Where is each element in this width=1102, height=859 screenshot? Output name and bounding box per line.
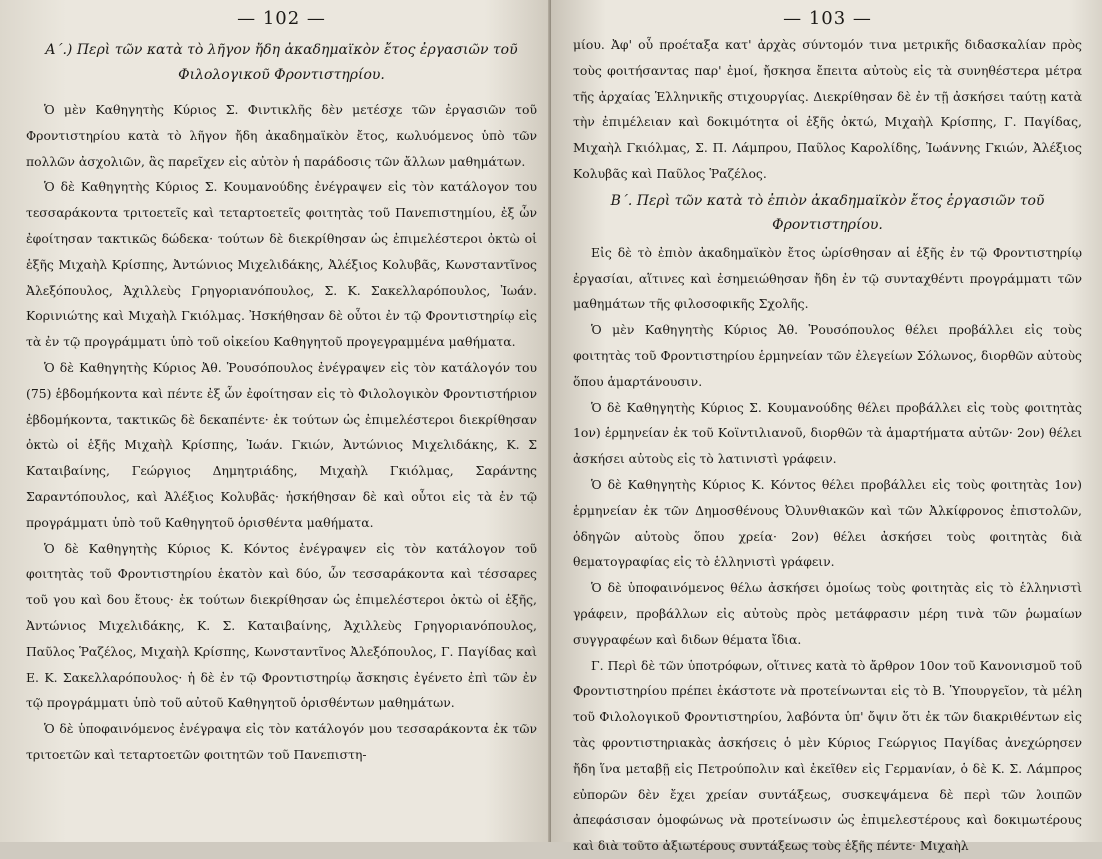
paragraph: Ὁ μὲν Καθηγητὴς Κύριος Σ. Φιντικλῆς δὲν μετέσχε τῶν ἐργασιῶν τοῦ Φροντιστηρίου κατὰ τὸ λῆγον ἤδη ἀκαδημαϊκὸν ἔτος, κωλυόμενος ὑπὸ τῶν πολλῶν ἀσχολιῶν, ἃς παρεῖχεν εἰς αὐτὸν ἡ παράδοσις τῶν ἄλλων μαθημάτων. — [26, 102, 537, 169]
paragraph: Ὁ μὲν Καθηγητὴς Κύριος Ἀθ. Ῥουσόπουλος θέλει προβάλλει εἰς τοὺς φοιτητὰς τοῦ Φροντιστηρίου ἑρμηνείαν τῶν ἐλεγείων Σόλωνος, διορθῶν αὐτοὺς ὅπου ἁμαρτάνουσιν. — [573, 322, 1082, 389]
page-number: — 103 — — [783, 8, 872, 29]
paragraph: Ὁ δὲ Καθηγητὴς Κύριος Σ. Κουμανούδης ἐνέγραψεν εἰς τὸν κατάλογον του τεσσαράκοντα τριτοετεῖς καὶ τεταρτοετεῖς φοιτητὰς τοῦ Πανεπιστημίου, ἐξ ὧν ἐφοίτησαν τακτικῶς δώδεκα· τούτων δὲ διεκρίθησαν ὡς ἐπιμελέστεροι ὀκτὼ οἱ ἑξῆς Μιχαὴλ Κρίσπης, Ἀντώνιος Μιχελιδάκης, Ἀλέξιος Κολυβᾶς, Κωνσταντῖνος Ἀλεξόπουλος, Ἀχιλλεὺς Γρηγοριανόπουλος, Σ. Κ. Σακελλαρόπουλος, Ἰωάν. Κορινιώτης καὶ Μιχαὴλ Γκιόλμας. Ἠσκήθησαν δὲ οὗτοι ἐν τῷ Φροντιστηρίῳ εἰς τὰ ἐν τῷ προγράμματι ὑπὸ τοῦ οἰκείου Καθηγητοῦ προγεγραμμένα μαθήματα. — [26, 179, 537, 350]
paragraph: Ὁ δὲ ὑποφαινόμενος ἐνέγραψα εἰς τὸν κατάλογόν μου τεσσαράκοντα ἐκ τῶν τριτοετῶν καὶ τεταρτοετῶν φοιτητῶν τοῦ Πανεπιστη- — [26, 721, 537, 762]
page-number: — 102 — — [237, 8, 326, 29]
paragraph-continued: μίου. Ἀφ' οὗ προέταξα κατ' ἀρχὰς σύντομόν τινα μετρικῆς διδασκαλίαν πρὸς τοὺς φοιτήσαντας παρ' ἐμοί, ἤσκησα ἔπειτα αὐτοὺς εἰς τὰ συνηθέστερα μέτρα τῆς ἀρχαίας Ἑλληνικῆς στιχουργίας. Διεκρίθησαν δὲ ἐν τῇ ἀσκήσει ταύτῃ κατὰ τὴν ἐπιμέλειαν καὶ δοκιμότητα οἱ ἑξῆς ὀκτώ, Μιχαὴλ Κρίσπης, Γ. Παγίδας, Μιχαὴλ Γκιόλμας, Σ. Π. Λάμπρου, Παῦλος Καρολίδης, Ἰωάννης Γκιών, Ἀλέξιος Κολυβᾶς καὶ Παῦλος Ῥαζέλος. — [573, 37, 1082, 181]
paragraph: Ὁ δὲ Καθηγητὴς Κύριος Κ. Κόντος ἐνέγραψεν εἰς τὸν κατάλογον τοῦ φοιτητὰς τοῦ Φροντιστηρίου ἑκατὸν καὶ δύο, ὧν τεσσαράκοντα καὶ τέσσαρες τοῦ γου καὶ δου ἔτους· ἐκ τούτων διεκρίθησαν ὡς ἐπιμελέστεροι ὀκτὼ οἱ ἑξῆς, Ἀντώνιος Μιχελιδάκης, Κ. Σ. Καταιβαίνης, Ἀχιλλεὺς Γρηγοριανόπουλος, Παῦλος Ῥαζέλος, Μιχαὴλ Κρίσπης, Κωνσταντῖνος Ἀλεξόπουλος, Γ. Παγίδας καὶ Ε. Κ. Σακελλαρόπουλος· ἡ δὲ ἐν τῷ Φροντιστηρίῳ ἄσκησις ἐγένετο ἐπὶ τῶν ἐν τῷ προγράμματι ὑπὸ τοῦ αὐτοῦ Καθηγητοῦ ὁρισθέντων μαθημάτων. — [26, 540, 537, 711]
paragraph: Ὁ δὲ Καθηγητὴς Κύριος Ἀθ. Ῥουσόπουλος ἐνέγραψεν εἰς τὸν κατάλογόν του (75) ἑβδομήκοντα καὶ πέντε ἐξ ὧν ἐφοίτησαν εἰς τὸ Φιλολογικὸν Φροντιστήριον ἑβδομήκοντα, τακτικῶς δὲ δεκαπέντε· ἐκ τούτων ὡς ἐπιμελέστεροι διεκρίθησαν ὀκτὼ οἱ ἑξῆς Μιχαὴλ Κρίσπης, Ἰωάν. Γκιών, Ἀντώνιος Μιχελιδάκης, Κ. Σ Καταιβαίνης, Γεώργιος Δημητριάδης, Μιχαὴλ Γκιόλμας, Σαράντης Σαραντόπουλος, καὶ Ἀλέξιος Κολυβᾶς· ἠσκήθησαν δὲ καὶ οὗτοι εἰς τὰ ἐν τῷ προγράμματι ὑπὸ τοῦ Καθηγητοῦ ὁρισθέντα μαθήματα. — [26, 359, 537, 530]
paragraph: Εἰς δὲ τὸ ἐπιὸν ἀκαδημαϊκὸν ἔτος ὡρίσθησαν αἱ ἑξῆς ἐν τῷ Φροντιστηρίῳ ἐργασίαι, αἵτινες καὶ ἐσημειώθησαν ἤδη ἐν τῷ συνταχθέντι προγράμματι τῶν μαθημάτων τῆς φιλοσοφικῆς Σχολῆς. — [573, 244, 1082, 312]
section-heading: A´.) Περὶ τῶν κατὰ τὸ λῆγον ἤδη ἀκαδημαϊκὸν ἔτος ἐργασιῶν τοῦ Φιλολογικοῦ Φροντιστηρίου. — [45, 42, 518, 83]
paragraph: Ὁ δὲ Καθηγητὴς Κύριος Κ. Κόντος θέλει προβάλλει εἰς τοὺς φοιτητὰς 1ον) ἑρμηνείαν ἐκ τῶν Δημοσθένους Ὀλυνθιακῶν καὶ τῶν Ἀλκίφρονος ἐπιστολῶν, ὁδηγῶν αὐτοὺς ὅπου χρεία· 2ον) θέλει ἀσκήσει τοὺς φοιτητὰς διὰ θεματογραφίας εἰς τὸ ἑλληνιστὶ γράφειν. — [573, 476, 1082, 570]
paragraph: Ὁ δὲ ὑποφαινόμενος θέλω ἀσκήσει ὁμοίως τοὺς φοιτητὰς εἰς τὸ ἑλληνιστὶ γράφειν, προβάλλων εἰς αὐτοὺς πρὸς μετάφρασιν μέρη τινὰ τῶν ῥωμαίων συγγραφέων καὶ διδων θέματα ἴδια. — [573, 580, 1082, 647]
left-page — [0, 0, 551, 842]
section-heading: B´. Περὶ τῶν κατὰ τὸ ἐπιὸν ἀκαδημαϊκὸν ἔτος ἐργασιῶν τοῦ Φροντιστηρίου. — [610, 192, 1045, 234]
paragraph: Ὁ δὲ Καθηγητὴς Κύριος Σ. Κουμανούδης θέλει προβάλλει εἰς τοὺς φοιτητὰς 1ον) ἑρμηνείαν ἐκ τοῦ Κοϊντιλιανοῦ, διορθῶν τὰ ἁμαρτήματα αὐτῶν· 2ον) θέλει ἀσκήσει αὐτοὺς εἰς τὸ λατινιστὶ γράφειν. — [573, 399, 1082, 467]
paragraph: Γ. Περὶ δὲ τῶν ὑποτρόφων, οἵτινες κατὰ τὸ ἄρθρον 10ον τοῦ Κανονισμοῦ τοῦ Φροντιστηρίου πρέπει ἑκάστοτε νὰ προτείνωνται εἰς τὸ Β. Ὑπουργεῖον, τὰ μέλη τοῦ Φιλολογικοῦ Φροντιστηρίου, λαβόντα ὑπ' ὄψιν ὅτι ἐκ τῶν διακριθέντων εἰς τὰς φροντιστηριακὰς ἀσκήσεις ὁ μὲν Κύριος Γεώργιος Παγίδας ἀνεχώρησεν ἤδη ἵνα μεταβῇ εἰς Πετρούπολιν καὶ ἐκεῖθεν εἰς Γερμανίαν, ὁ δὲ Κ. Σ. Λάμπρος εὐπορῶν δὲν ἔχει χρείαν συντάξεως, συσκεψάμενα δὲ περὶ τῶν λοιπῶν ἀπεφάσισαν ὁμοφώνως νὰ προτείνωσιν ὡς ἐπιμελεστέρους καὶ δοκιμωτέρους καὶ διὰ τοῦτο ἀξιωτέρους συντάξεως τοὺς ἑξῆς πέντε· Μιχαὴλ — [573, 657, 1082, 854]
right-page — [551, 0, 1102, 854]
